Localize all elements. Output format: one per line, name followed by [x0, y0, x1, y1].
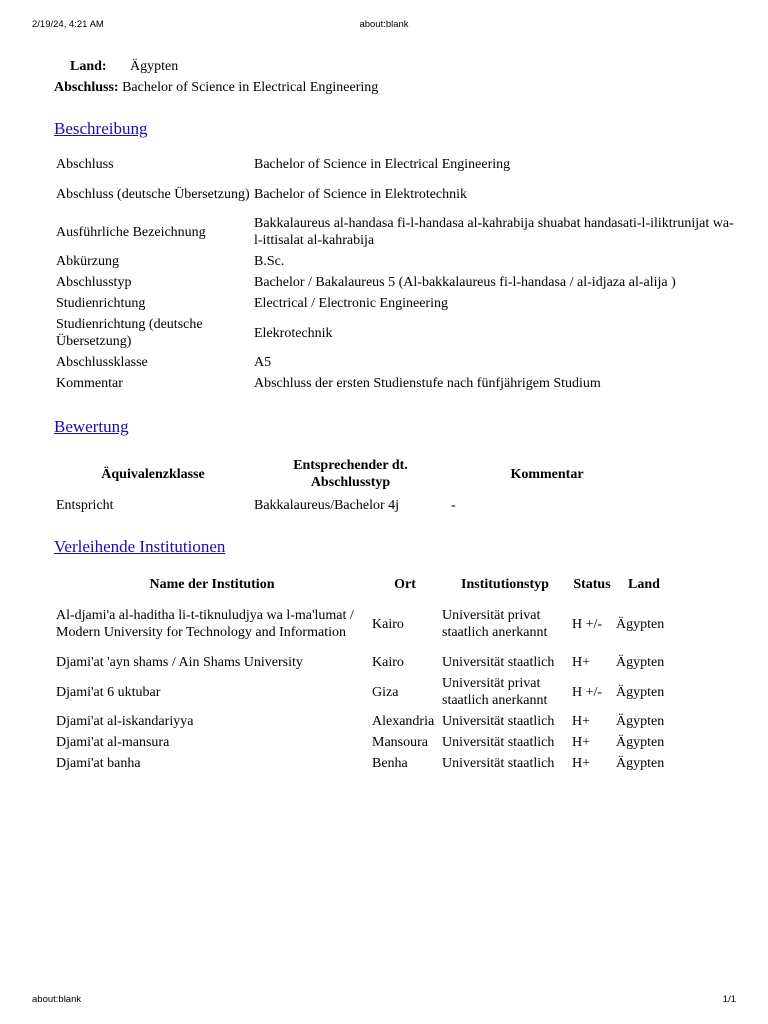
table-row: [54, 652, 674, 673]
cell-typ: Universität privat staatlich anerkannt: [442, 676, 548, 708]
column-header-land: Land: [628, 576, 660, 592]
cell-status: H+: [572, 735, 591, 750]
cell-status: H+: [572, 655, 591, 670]
cell-status: H+: [572, 756, 591, 771]
cell-ort: Giza: [372, 684, 399, 700]
table-row: [54, 314, 742, 352]
table-row: [54, 154, 742, 175]
cell-land: Ägypten: [616, 655, 665, 670]
cell-klasse: Entspricht: [56, 497, 114, 513]
cell-typ: Universität staatlich: [442, 735, 555, 750]
column-header-status: Status: [573, 576, 611, 592]
column-header-aequivalenzklasse: Äquivalenzklasse: [101, 466, 205, 482]
table-header-row: [54, 572, 674, 596]
cell-status: H +/-: [572, 684, 603, 700]
land-value: Ägypten: [130, 59, 179, 74]
cell-typ: Universität staatlich: [442, 655, 555, 670]
cell-typ: Universität staatlich: [442, 714, 555, 729]
cell-typ: Universität staatlich: [442, 756, 555, 771]
document-content: [54, 56, 744, 774]
column-header-abschlusstyp: Entsprechender dt. Abschlusstyp: [293, 458, 408, 490]
cell-kommentar: -: [451, 497, 456, 513]
column-header-ort: Ort: [394, 576, 416, 592]
desc-value: Bachelor of Science in Elektrotechnik: [254, 186, 468, 202]
cell-status: H +/-: [572, 616, 603, 632]
summary-abschluss-line: [54, 77, 744, 98]
desc-key: Studienrichtung: [56, 296, 146, 311]
table-row: [54, 373, 742, 394]
abschluss-label: Abschluss:: [54, 80, 119, 95]
table-row: [54, 753, 674, 774]
desc-value: Abschluss der ersten Studienstufe nach fünfjährigem Studium: [254, 376, 601, 391]
institutionen-table: [54, 572, 674, 774]
print-page-title: about:blank: [359, 19, 409, 30]
desc-key: Abschluss (deutsche Übersetzung): [56, 186, 250, 202]
table-row: [54, 711, 674, 732]
bewertung-table: [54, 454, 645, 516]
cell-ort: Kairo: [372, 655, 404, 670]
desc-key: Abschlussklasse: [56, 355, 148, 370]
cell-land: Ägypten: [616, 616, 665, 632]
cell-land: Ägypten: [616, 684, 665, 700]
bewertung-heading[interactable]: Bewertung: [54, 417, 129, 436]
table-row: [54, 175, 742, 213]
table-row: [54, 494, 645, 516]
print-footer: [0, 994, 768, 1010]
cell-ort: Kairo: [372, 616, 404, 632]
cell-typ: Bakkalaureus/Bachelor 4j: [254, 497, 400, 513]
cell-land: Ägypten: [616, 714, 665, 729]
cell-ort: Alexandria: [372, 714, 435, 729]
cell-land: Ägypten: [616, 735, 665, 750]
cell-name: Djami'at al-mansura: [56, 735, 170, 750]
table-row: [54, 596, 674, 652]
print-page-number: 1/1: [722, 994, 736, 1005]
print-datetime: 2/19/24, 4:21 AM: [32, 19, 104, 30]
cell-typ: Universität privat staatlich anerkannt: [442, 608, 548, 640]
land-label: Land:: [70, 59, 107, 74]
cell-name: Djami'at banha: [56, 756, 141, 771]
beschreibung-heading[interactable]: Beschreibung: [54, 119, 148, 138]
cell-ort: Mansoura: [372, 735, 428, 750]
desc-value: Bakkalaureus al-handasa fi-l-handasa al-kahrabija shuabat handasati-l-iliktrunijat wa-l-ittisalat al-kahrabija: [254, 216, 734, 248]
table-row: [54, 293, 742, 314]
cell-name: Djami'at 'ayn shams / Ain Shams University: [56, 655, 303, 670]
desc-value: A5: [254, 355, 272, 370]
table-row: [54, 251, 742, 272]
print-header: [0, 19, 768, 35]
desc-value: Bachelor / Bakalaureus 5 (Al-bakkalaureus fi-l-handasa / al-idjaza al-alija ): [254, 275, 676, 290]
abschluss-value: Bachelor of Science in Electrical Engineering: [122, 80, 379, 95]
desc-value: Bachelor of Science in Electrical Engineering: [254, 157, 511, 172]
table-row: [54, 352, 742, 373]
desc-value: B.Sc.: [254, 254, 285, 269]
table-row: [54, 272, 742, 293]
desc-key: Abschluss: [56, 157, 114, 172]
column-header-name: Name der Institution: [149, 576, 275, 592]
cell-ort: Benha: [372, 756, 408, 771]
institutionen-heading[interactable]: Verleihende Institutionen: [54, 537, 226, 556]
desc-key: Studienrichtung (deutsche Übersetzung): [56, 317, 203, 349]
beschreibung-table: [54, 154, 742, 394]
cell-land: Ägypten: [616, 756, 665, 771]
desc-key: Abkürzung: [56, 254, 119, 269]
desc-key: Abschlusstyp: [56, 275, 132, 290]
table-row: [54, 673, 674, 711]
table-row: [54, 732, 674, 753]
desc-value: Elekrotechnik: [254, 325, 333, 341]
desc-key: Ausführliche Bezeichnung: [56, 224, 206, 240]
cell-name: Djami'at al-iskandariyya: [56, 714, 194, 729]
cell-name: Djami'at 6 uktubar: [56, 684, 161, 700]
print-footer-url: about:blank: [32, 994, 82, 1005]
summary-land-line: [54, 56, 744, 77]
desc-value: Electrical / Electronic Engineering: [254, 296, 448, 311]
desc-key: Kommentar: [56, 376, 123, 391]
table-row: [54, 213, 742, 251]
column-header-kommentar: Kommentar: [510, 466, 584, 482]
summary-block: [54, 56, 744, 98]
table-header-row: [54, 454, 645, 494]
cell-status: H+: [572, 714, 591, 729]
cell-name: Al-djami'a al-haditha li-t-tiknuludjya wa l-ma'lumat / Modern University for Technology and Information: [56, 608, 354, 640]
column-header-institutionstyp: Institutionstyp: [461, 576, 549, 592]
